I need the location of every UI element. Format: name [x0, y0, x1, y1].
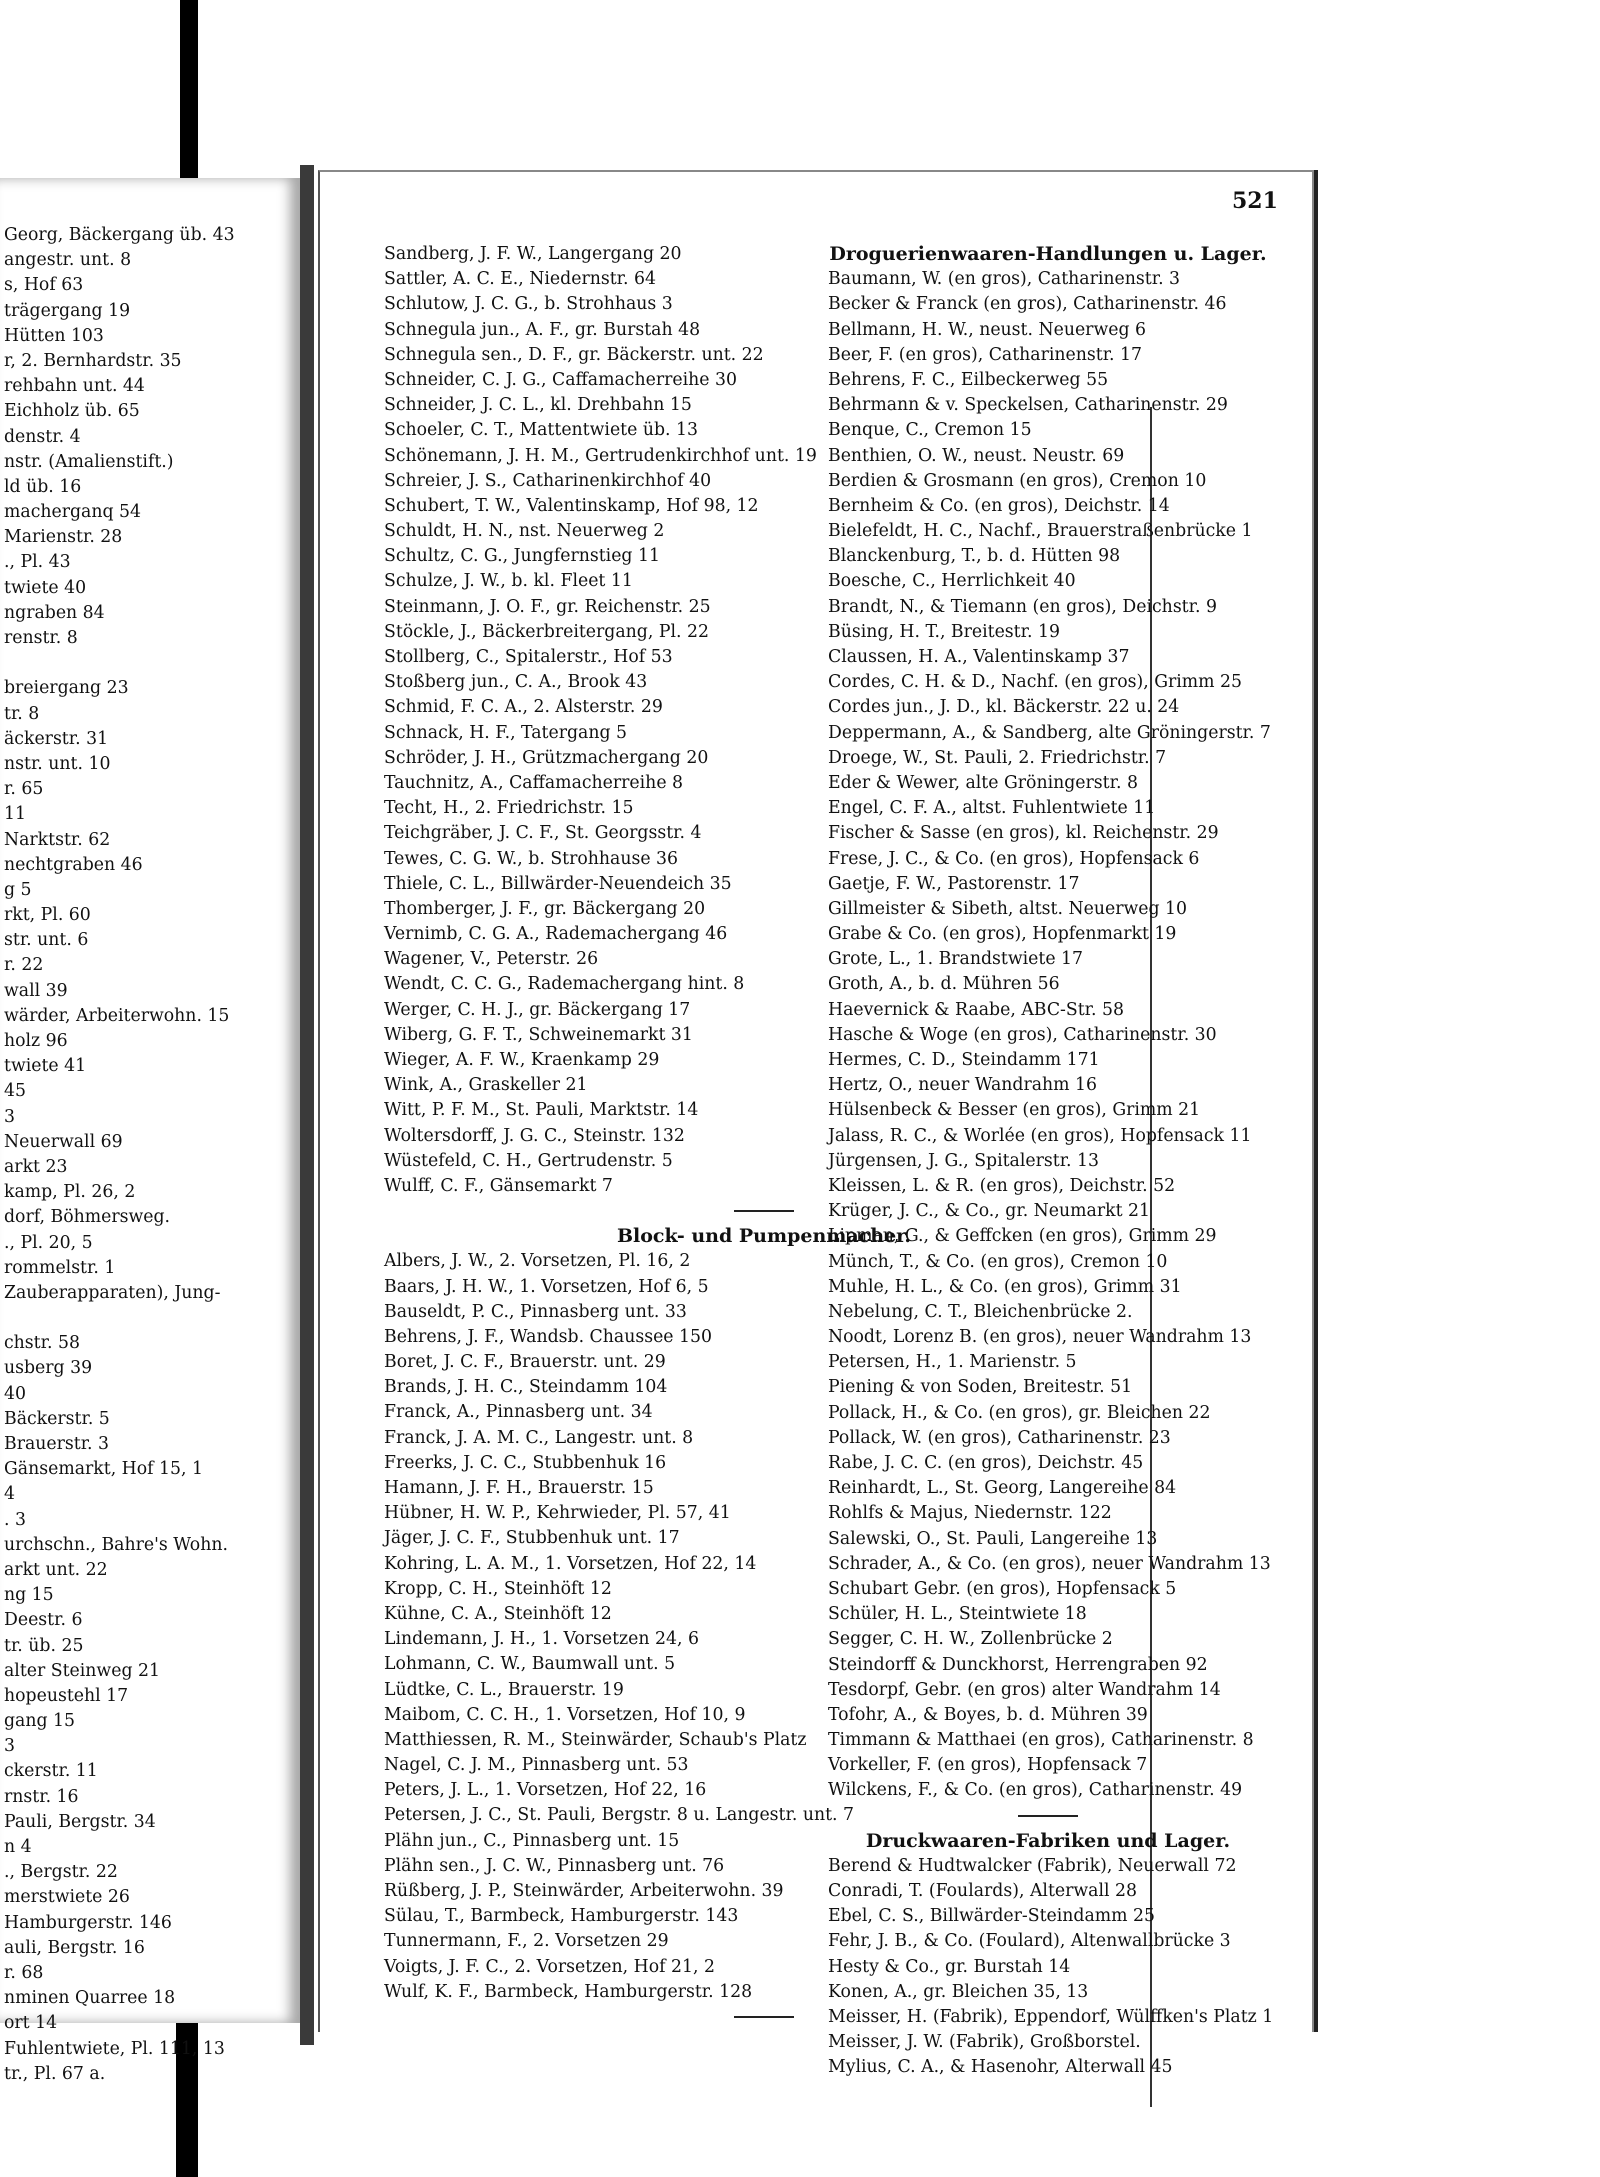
directory-entry: Bellmann, H. W., neust. Neuerweg 6	[828, 319, 1147, 340]
directory-entry: Wulf, K. F., Barmbeck, Hamburgerstr. 128	[384, 1981, 753, 2002]
directory-entry: Cordes jun., J. D., kl. Bäckerstr. 22 u. 24	[828, 697, 1180, 718]
directory-entry: arkt 23	[4, 1156, 68, 1177]
directory-entry: Plähn sen., J. C. W., Pinnasberg unt. 76	[384, 1855, 725, 1876]
directory-entry: Engel, C. F. A., altst. Fuhlentwiete 11	[828, 798, 1156, 819]
directory-entry: auli, Bergstr. 16	[4, 1937, 145, 1958]
directory-entry: Hütten 103	[4, 325, 104, 346]
directory-entry: Schnegula jun., A. F., gr. Burstah 48	[384, 319, 701, 340]
directory-entry: Meisser, J. W. (Fabrik), Großborstel.	[828, 2032, 1141, 2053]
directory-entry: Brandt, N., & Tiemann (en gros), Deichstr. 9	[828, 596, 1217, 617]
directory-entry: Schönemann, J. H. M., Gertrudenkirchhof unt. 19	[384, 445, 817, 466]
directory-entry: ., Pl. 43	[4, 552, 71, 573]
directory-entry: Lindemann, J. H., 1. Vorsetzen 24, 6	[384, 1629, 699, 1650]
directory-entry: Eder & Wewer, alte Gröningerstr. 8	[828, 772, 1138, 793]
directory-entry: angestr. unt. 8	[4, 250, 132, 271]
directory-entry: Behrens, J. F., Wandsb. Chaussee 150	[384, 1326, 713, 1347]
directory-entry: 11	[4, 804, 26, 825]
directory-entry: Droege, W., St. Pauli, 2. Friedrichstr. 7	[828, 747, 1167, 768]
directory-entry: Sandberg, J. F. W., Langergang 20	[384, 244, 682, 264]
directory-entry: Segger, C. H. W., Zollenbrücke 2	[828, 1629, 1113, 1650]
directory-entry: Freerks, J. C. C., Stubbenhuk 16	[384, 1452, 667, 1473]
directory-entry: Kohring, L. A. M., 1. Vorsetzen, Hof 22, 14	[384, 1553, 757, 1574]
right-entries-a	[828, 267, 1271, 1803]
right-column	[828, 242, 1274, 2081]
directory-entry: Jäger, J. C. F., Stubbenhuk unt. 17	[384, 1528, 680, 1549]
directory-entry: Neuerwall 69	[4, 1131, 123, 1152]
directory-entry: Hamburgerstr. 146	[4, 1912, 172, 1933]
directory-entry: Techt, H., 2. Friedrichstr. 15	[384, 798, 634, 819]
directory-entry: r. 65	[4, 779, 44, 800]
directory-entry: Grabe & Co. (en gros), Hopfenmarkt 19	[828, 924, 1177, 945]
section-divider	[734, 1210, 794, 1212]
directory-entry: Pauli, Bergstr. 34	[4, 1811, 156, 1832]
directory-entry: hopeustehl 17	[4, 1685, 129, 1706]
directory-entry: Bielefeldt, H. C., Nachf., Brauerstraßenbrücke 1	[828, 521, 1253, 542]
directory-entry: Tauchnitz, A., Caffamacherreihe 8	[384, 772, 684, 793]
directory-entry: Teichgräber, J. C. F., St. Georgsstr. 4	[384, 823, 702, 844]
directory-entry: Wieger, A. F. W., Kraenkamp 29	[384, 1050, 660, 1070]
directory-entry: Franck, J. A. M. C., Langestr. unt. 8	[384, 1427, 694, 1448]
directory-entry: Schultz, C. G., Jungfernstieg 11	[384, 546, 660, 567]
directory-entry: Hülsenbeck & Besser (en gros), Grimm 21	[828, 1100, 1201, 1121]
directory-entry: Blanckenburg, T., b. d. Hütten 98	[828, 546, 1121, 567]
directory-entry: Nagel, C. J. M., Pinnasberg unt. 53	[384, 1755, 689, 1776]
directory-entry: Maibom, C. C. H., 1. Vorsetzen, Hof 10, 9	[384, 1704, 746, 1725]
directory-entry: Deppermann, A., & Sandberg, alte Gröningerstr. 7	[828, 722, 1271, 743]
directory-entry: Wüstefeld, C. H., Gertrudenstr. 5	[384, 1150, 673, 1171]
directory-entry: Lüdtke, C. L., Brauerstr. 19	[384, 1679, 624, 1700]
directory-entry: Schmid, F. C. A., 2. Alsterstr. 29	[384, 697, 663, 718]
right-page	[318, 170, 1314, 2078]
directory-entry: Jalass, R. C., & Worlée (en gros), Hopfensack 11	[828, 1125, 1252, 1146]
directory-entry: Behrmann & v. Speckelsen, Catharinenstr. 29	[828, 395, 1228, 416]
directory-entry: Werger, C. H. J., gr. Bäckergang 17	[384, 999, 691, 1020]
directory-entry: n 4	[4, 1837, 32, 1857]
directory-entry: r. 22	[4, 955, 44, 976]
directory-entry: Pollack, H., & Co. (en gros), gr. Bleichen 22	[828, 1402, 1211, 1423]
directory-entry: Thiele, C. L., Billwärder-Neuendeich 35	[384, 873, 732, 894]
directory-entry: g 5	[4, 879, 32, 900]
directory-entry: Zauberapparaten), Jung-	[4, 1282, 221, 1303]
directory-entry: urchschn., Bahre's Wohn.	[4, 1534, 228, 1555]
left-page	[0, 178, 300, 2084]
directory-entry: 3	[4, 1736, 15, 1757]
directory-entry: Büsing, H. T., Breitestr. 19	[828, 621, 1060, 642]
directory-entry: Hermes, C. D., Steindamm 171	[828, 1050, 1100, 1070]
directory-entry: Schulze, J. W., b. kl. Fleet 11	[384, 571, 633, 592]
directory-entry: Plähn jun., C., Pinnasberg unt. 15	[384, 1830, 680, 1851]
directory-entry: Witt, P. F. M., St. Pauli, Marktstr. 14	[384, 1100, 699, 1121]
directory-entry: Brands, J. H. C., Steindamm 104	[384, 1377, 668, 1398]
directory-entry: Lohmann, C. W., Baumwall unt. 5	[384, 1654, 676, 1675]
directory-entry: merstwiete 26	[4, 1887, 130, 1908]
directory-entry: Sattler, A. C. E., Niedernstr. 64	[384, 269, 656, 290]
directory-entry: Baars, J. H. W., 1. Vorsetzen, Hof 6, 5	[384, 1276, 709, 1297]
directory-entry: Beer, F. (en gros), Catharinenstr. 17	[828, 344, 1143, 365]
directory-entry: Jürgensen, J. G., Spitalerstr. 13	[828, 1150, 1100, 1171]
directory-entry: Benthien, O. W., neust. Neustr. 69	[828, 445, 1125, 466]
directory-entry: Tofohr, A., & Boyes, b. d. Mühren 39	[828, 1704, 1148, 1725]
directory-entry: r, 2. Bernhardstr. 35	[4, 350, 182, 371]
directory-entry: Mylius, C. A., & Hasenohr, Alterwall 45	[828, 2057, 1173, 2078]
directory-entry: Thomberger, J. F., gr. Bäckergang 20	[384, 898, 706, 919]
section-heading-druckwaaren: Druckwaaren-Fabriken und Lager.	[865, 1829, 1231, 1852]
directory-entry: ., Bergstr. 22	[4, 1862, 118, 1883]
directory-entry: Bernheim & Co. (en gros), Deichstr. 14	[828, 495, 1170, 516]
directory-entry: Wagener, V., Peterstr. 26	[384, 949, 599, 970]
book-edge-top	[180, 0, 198, 180]
directory-entry: 40	[4, 1383, 26, 1404]
directory-entry: Frese, J. C., & Co. (en gros), Hopfensack 6	[828, 848, 1200, 869]
section-divider	[1018, 1815, 1078, 1817]
directory-entry: twiete 40	[4, 577, 87, 598]
directory-entry: Wilckens, F., & Co. (en gros), Catharinenstr. 49	[828, 1780, 1243, 1801]
directory-entry: Steindorff & Dunckhorst, Herrengraben 92	[828, 1654, 1208, 1675]
directory-entry: . 3	[4, 1509, 26, 1530]
section-heading-droguerienwaaren: Droguerienwaaren-Handlungen u. Lager.	[829, 243, 1267, 265]
directory-entry: Fuhlentwiete, Pl. 111, 13	[4, 2038, 225, 2059]
directory-entry: Stöckle, J., Bäckerbreitergang, Pl. 22	[384, 621, 709, 642]
directory-entry: Fischer & Sasse (en gros), kl. Reichenstr. 29	[828, 823, 1219, 844]
directory-entry: Schoeler, C. T., Mattentwiete üb. 13	[384, 420, 699, 441]
directory-entry: Krüger, J. C., & Co., gr. Neumarkt 21	[828, 1201, 1151, 1222]
directory-entry: Fehr, J. B., & Co. (Foulard), Altenwallbrücke 3	[828, 1931, 1231, 1952]
directory-entry: Hesty & Co., gr. Burstah 14	[828, 1956, 1071, 1977]
directory-entry: Voigts, J. F. C., 2. Vorsetzen, Hof 21, 2	[384, 1956, 715, 1977]
directory-entry: Schnegula sen., D. F., gr. Bäckerstr. unt. 22	[384, 344, 764, 365]
directory-entry: äckerstr. 31	[4, 728, 109, 749]
directory-entry: Albers, J. W., 2. Vorsetzen, Pl. 16, 2	[384, 1251, 691, 1272]
directory-entry: Kropp, C. H., Steinhöft 12	[384, 1578, 612, 1599]
directory-entry: Wink, A., Graskeller 21	[384, 1075, 588, 1096]
directory-entry: Tewes, C. G. W., b. Strohhause 36	[384, 848, 679, 869]
directory-entry: holz 96	[4, 1031, 68, 1051]
directory-entry: Kühne, C. A., Steinhöft 12	[384, 1603, 612, 1624]
directory-entry: 45	[4, 1081, 26, 1102]
directory-entry: Benque, C., Cremon 15	[828, 420, 1032, 441]
directory-entry: Hamann, J. F. H., Brauerstr. 15	[384, 1478, 654, 1498]
directory-entry: Wiberg, G. F. T., Schweinemarkt 31	[384, 1024, 693, 1045]
directory-entry: ., Pl. 20, 5	[4, 1232, 93, 1253]
directory-entry: Schubart Gebr. (en gros), Hopfensack 5	[828, 1578, 1177, 1599]
directory-entry: Tunnermann, F., 2. Vorsetzen 29	[384, 1931, 669, 1952]
directory-entry: ld üb. 16	[4, 476, 82, 497]
directory-entry: Bäckerstr. 5	[4, 1408, 110, 1429]
directory-entry: nstr. unt. 10	[4, 753, 111, 774]
directory-entry: Schreier, J. S., Catharinenkirchhof 40	[384, 470, 712, 491]
directory-entry: denstr. 4	[4, 426, 81, 447]
directory-entry: rommelstr. 1	[4, 1257, 116, 1278]
directory-entry: 3	[4, 1106, 15, 1127]
directory-entry: Vernimb, C. G. A., Rademachergang 46	[384, 924, 728, 945]
directory-entry: Pollack, W. (en gros), Catharinenstr. 23	[828, 1427, 1171, 1448]
directory-entry: wall 39	[4, 980, 68, 1001]
directory-entry: ng 15	[4, 1585, 54, 1606]
directory-entry: Boret, J. C. F., Brauerstr. unt. 29	[384, 1352, 666, 1373]
directory-entry: Woltersdorff, J. G. C., Steinstr. 132	[384, 1125, 685, 1146]
directory-entry: Behrens, F. C., Eilbeckerweg 55	[828, 369, 1109, 390]
directory-entry: renstr. 8	[4, 628, 78, 648]
directory-entry: Berend & Hudtwalcker (Fabrik), Neuerwall 72	[828, 1855, 1237, 1876]
directory-entry: kamp, Pl. 26, 2	[4, 1182, 136, 1203]
directory-entry: Stoßberg jun., C. A., Brook 43	[384, 672, 648, 693]
directory-entry: Muhle, H. L., & Co. (en gros), Grimm 31	[828, 1276, 1182, 1297]
directory-entry	[4, 1306, 294, 1331]
directory-entry: nechtgraben 46	[4, 854, 143, 875]
directory-entry: Tesdorpf, Gebr. (en gros) alter Wandrahm 14	[828, 1679, 1221, 1700]
directory-entry: Reinhardt, L., St. Georg, Langereihe 84	[828, 1478, 1177, 1499]
book-gutter	[300, 165, 314, 2045]
section-heading-block-pumpenmacher: Block- und Pumpenmacher.	[616, 1225, 912, 1248]
directory-entry: Hertz, O., neuer Wandrahm 16	[828, 1075, 1098, 1096]
directory-entry: Deestr. 6	[4, 1610, 83, 1631]
directory-entry: breiergang 23	[4, 678, 129, 699]
directory-entry: Konen, A., gr. Bleichen 35, 13	[828, 1981, 1089, 2002]
directory-entry: macherganq 54	[4, 502, 142, 523]
directory-entry: Gänsemarkt, Hof 15, 1	[4, 1459, 204, 1480]
directory-entry: ort 14	[4, 2013, 58, 2034]
directory-entry: twiete 41	[4, 1056, 87, 1077]
directory-entry: tr., Pl. 67 a.	[4, 2063, 106, 2084]
directory-entry: Baumann, W. (en gros), Catharinenstr. 3	[828, 269, 1181, 290]
directory-entry: Steinmann, J. O. F., gr. Reichenstr. 25	[384, 596, 711, 617]
directory-entry: Nebelung, C. T., Bleichenbrücke 2.	[828, 1301, 1133, 1322]
directory-entry: Boesche, C., Herrlichkeit 40	[828, 571, 1076, 592]
directory-entry: Lipman, G., & Geffcken (en gros), Grimm 29	[828, 1226, 1217, 1247]
directory-entry: Schneider, C. J. G., Caffamacherreihe 30	[384, 369, 737, 390]
directory-entry: Peters, J. L., 1. Vorsetzen, Hof 22, 16	[384, 1780, 707, 1801]
directory-entry: ngraben 84	[4, 602, 105, 623]
directory-entry: Stollberg, C., Spitalerstr., Hof 53	[384, 647, 673, 667]
directory-entry: Schlutow, J. C. G., b. Strohhaus 3	[384, 294, 673, 315]
directory-entry: Berdien & Grosmann (en gros), Cremon 10	[828, 470, 1207, 491]
directory-entry: Schnack, H. F., Tatergang 5	[384, 722, 628, 743]
directory-entry: rehbahn unt. 44	[4, 376, 145, 397]
directory-entry: usberg 39	[4, 1358, 93, 1379]
directory-entry: Haevernick & Raabe, ABC-Str. 58	[828, 999, 1124, 1020]
directory-entry: Schneider, J. C. L., kl. Drehbahn 15	[384, 395, 692, 416]
directory-entry: 4	[4, 1484, 15, 1505]
directory-entry: Sülau, T., Barmbeck, Hamburgerstr. 143	[384, 1906, 739, 1927]
directory-entry: Schrader, A., & Co. (en gros), neuer Wandrahm 13	[828, 1553, 1271, 1574]
directory-entry: wärder, Arbeiterwohn. 15	[4, 1005, 230, 1026]
directory-entry: dorf, Böhmersweg.	[4, 1207, 171, 1228]
directory-entry	[4, 651, 294, 676]
directory-entry: Grote, L., 1. Brandstwiete 17	[828, 949, 1084, 970]
directory-entry: Matthiessen, R. M., Steinwärder, Schaub's Platz	[384, 1729, 807, 1750]
directory-entry: Salewski, O., St. Pauli, Langereihe 13	[828, 1528, 1158, 1549]
directory-entry: Schüler, H. L., Steintwiete 18	[828, 1604, 1087, 1625]
directory-entry: Rabe, J. C. C. (en gros), Deichstr. 45	[828, 1453, 1144, 1473]
directory-entry: Gaetje, F. W., Pastorenstr. 17	[828, 873, 1080, 894]
directory-entry: s, Hof 63	[4, 275, 84, 296]
directory-entry: Claussen, H. A., Valentinskamp 37	[828, 647, 1130, 667]
directory-entry: Schröder, J. H., Grützmachergang 20	[384, 747, 709, 768]
directory-entry: Wendt, C. C. G., Rademachergang hint. 8	[384, 974, 745, 995]
directory-entry: Becker & Franck (en gros), Catharinenstr. 46	[828, 294, 1227, 315]
directory-entry: Vorkeller, F. (en gros), Hopfensack 7	[828, 1755, 1148, 1776]
directory-entry: Gillmeister & Sibeth, altst. Neuerweg 10	[828, 898, 1188, 919]
directory-entry: tr. üb. 25	[4, 1635, 84, 1656]
directory-entry: Hübner, H. W. P., Kehrwieder, Pl. 57, 41	[384, 1503, 731, 1524]
directory-entry: Georg, Bäckergang üb. 43	[4, 225, 235, 245]
directory-entry: Kleissen, L. & R. (en gros), Deichstr. 52	[828, 1175, 1176, 1196]
directory-entry: Conradi, T. (Foulards), Alterwall 28	[828, 1881, 1138, 1901]
directory-entry: Narktstr. 62	[4, 829, 111, 850]
directory-entry: Petersen, H., 1. Marienstr. 5	[828, 1352, 1077, 1373]
directory-entry: Bauseldt, P. C., Pinnasberg unt. 33	[384, 1301, 687, 1322]
directory-entry: tr. 8	[4, 703, 40, 724]
directory-entry: Ebel, C. S., Billwärder-Steindamm 25	[828, 1906, 1156, 1927]
directory-entry: Eichholz üb. 65	[4, 401, 140, 422]
directory-entry: Schuldt, H. N., nst. Neuerweg 2	[384, 521, 665, 542]
directory-entry: nminen Quarree 18	[4, 1988, 176, 2009]
directory-entry: ckerstr. 11	[4, 1761, 98, 1782]
directory-entry: Wulff, C. F., Gänsemarkt 7	[384, 1175, 613, 1196]
directory-entry: Noodt, Lorenz B. (en gros), neuer Wandrahm 13	[828, 1327, 1252, 1348]
right-entries-b	[828, 1854, 1274, 2081]
directory-entry: chstr. 58	[4, 1333, 80, 1354]
directory-entry: Cordes, C. H. & D., Nachf. (en gros), Grimm 25	[828, 672, 1243, 693]
page-number: 521	[1232, 188, 1278, 214]
directory-entry: Rüßberg, J. P., Steinwärder, Arbeiterwohn. 39	[384, 1881, 784, 1901]
directory-entry: Meisser, H. (Fabrik), Eppendorf, Wülffken's Platz 1	[828, 2006, 1274, 2027]
directory-entry: Schubert, T. W., Valentinskamp, Hof 98, 12	[384, 495, 759, 516]
directory-entry: rkt, Pl. 60	[4, 905, 91, 926]
directory-entry: Brauerstr. 3	[4, 1434, 110, 1454]
directory-entry: alter Steinweg 21	[4, 1660, 160, 1681]
directory-entry: trägergang 19	[4, 300, 131, 321]
directory-entry: Groth, A., b. d. Mühren 56	[828, 974, 1060, 995]
directory-entry: Piening & von Soden, Breitestr. 51	[828, 1377, 1133, 1398]
directory-entry: str. unt. 6	[4, 930, 89, 951]
directory-entry: nstr. (Amalienstift.)	[4, 451, 174, 472]
section-divider	[734, 2016, 794, 2018]
directory-entry: Hasche & Woge (en gros), Catharinenstr. 30	[828, 1024, 1217, 1045]
directory-entry: Timmann & Matthaei (en gros), Catharinenstr. 8	[828, 1730, 1254, 1751]
directory-entry: Rohlfs & Majus, Niedernstr. 122	[828, 1503, 1112, 1524]
directory-entry: Franck, A., Pinnasberg unt. 34	[384, 1402, 653, 1423]
left-page-text	[4, 223, 294, 2087]
directory-entry: Münch, T., & Co. (en gros), Cremon 10	[828, 1251, 1168, 1272]
directory-entry: rnstr. 16	[4, 1786, 79, 1807]
directory-entry: Marienstr. 28	[4, 527, 123, 548]
directory-entry: arkt unt. 22	[4, 1559, 108, 1580]
directory-entry: Petersen, J. C., St. Pauli, Bergstr. 8 u. Langestr. unt. 7	[384, 1805, 855, 1826]
directory-entry: gang 15	[4, 1711, 76, 1732]
directory-entry: r. 68	[4, 1962, 44, 1983]
